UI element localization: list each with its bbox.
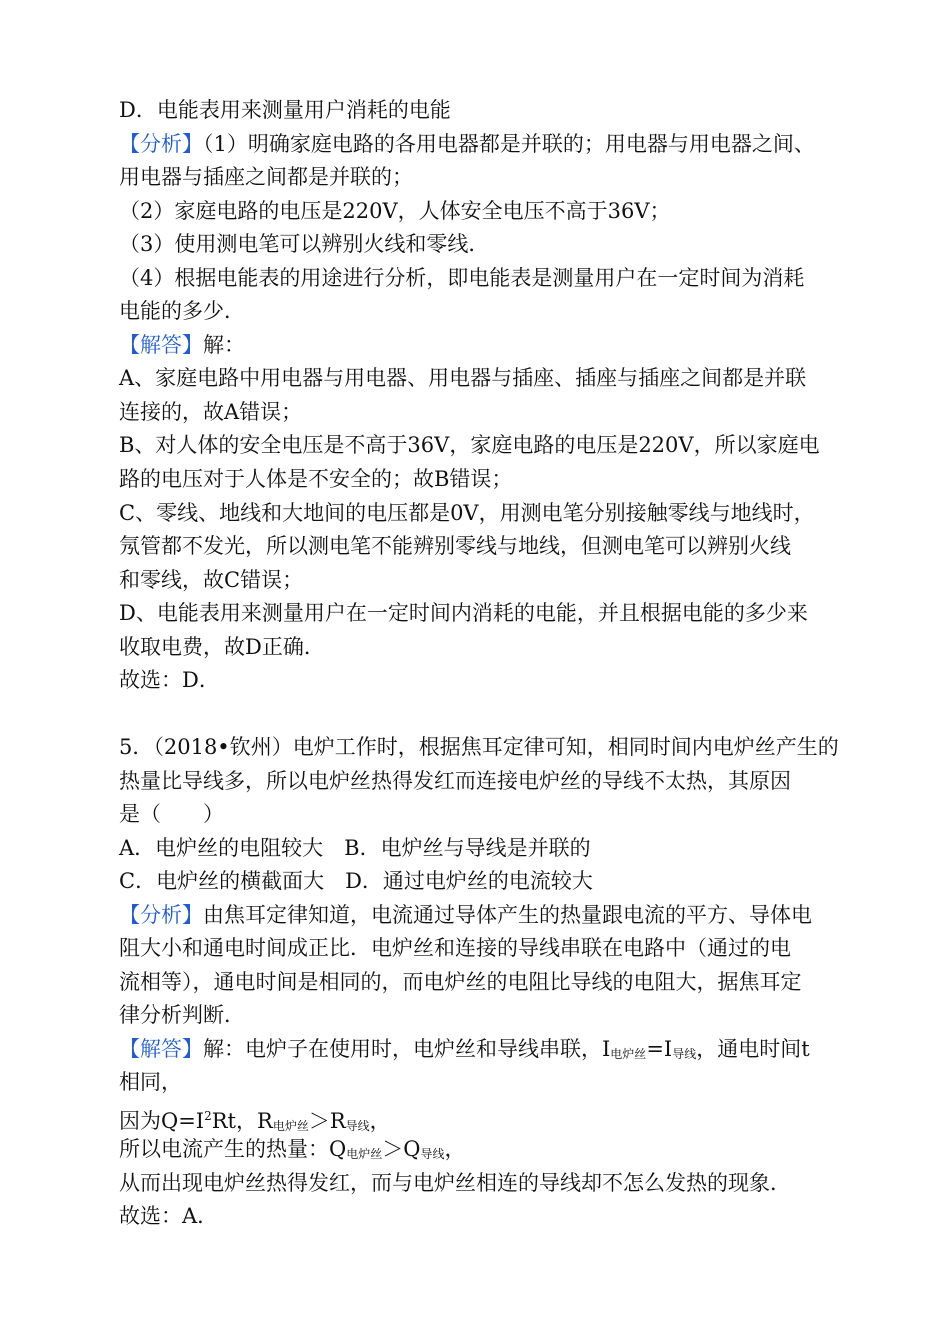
q5-analysis-line-2: 阻大小和通电时间成正比．电炉丝和连接的导线串联在电路中（通过的电 xyxy=(119,936,791,960)
q4-answer-c-3: 和零线，故C错误； xyxy=(119,568,304,592)
q4-answer-c-1: C、零线、地线和大地间的电压都是0V，用测电笔分别接触零线与地线时， xyxy=(119,501,815,525)
q4-answer-a-2: 连接的，故A错误； xyxy=(119,400,303,424)
q5-stem-1: 5．（2018•钦州）电炉工作时，根据焦耳定律可知，相同时间内电炉丝产生的 xyxy=(119,735,839,759)
answer-tag: 【解答】 xyxy=(119,333,203,357)
subscript-heater: 电炉丝 xyxy=(610,1047,647,1061)
q4-answer-heading xyxy=(119,329,245,362)
q5-stem-2: 热量比导线多，所以电炉丝热得发红而连接电炉丝的导线不太热，其原因 xyxy=(119,769,791,793)
q4-answer-b-2: 路的电压对于人体是不安全的；故B错误； xyxy=(119,467,513,491)
greater-than-q: ＞Q xyxy=(382,1137,421,1161)
q4-option-d: D．电能表用来测量用户消耗的电能 xyxy=(119,98,451,122)
q5-options-cd: C．电炉丝的横截面大 D．通过电炉丝的电流较大 xyxy=(119,869,593,893)
q4-analysis-line-4: （3）使用测电笔可以辨别火线和零线． xyxy=(119,232,490,256)
comma: ， xyxy=(444,1137,466,1161)
q4-answer-intro: 解： xyxy=(203,333,245,357)
q5-answer-line-5: 从而出现电炉丝热得发红，而与电炉丝相连的导线却不怎么发热的现象． xyxy=(119,1171,791,1195)
q4-answer-d-2: 收取电费，故D正确． xyxy=(119,635,325,659)
q5-stem-3: 是（ ） xyxy=(119,802,224,826)
q4-analysis-line-2: 用电器与插座之间都是并联的； xyxy=(119,165,413,189)
formula-start: 因为Q=I xyxy=(119,1109,205,1133)
comma: ， xyxy=(369,1109,391,1133)
q4-answer-c-2: 氖管都不发光，所以测电笔不能辨别零线与地线，但测电笔可以辨别火线 xyxy=(119,534,791,558)
q4-choice: 故选：D． xyxy=(119,668,220,692)
q4-answer-d-1: D、电能表用来测量用户在一定时间内消耗的电能，并且根据电能的多少来 xyxy=(119,601,808,625)
subscript-heater: 电炉丝 xyxy=(272,1119,309,1133)
q5-analysis-text: 由焦耳定律知道，电流通过导体产生的热量跟电流的平方、导体电 xyxy=(203,903,812,927)
heat-text: 所以电流产生的热量：Q xyxy=(119,1137,347,1161)
q5-choice: 故选：A． xyxy=(119,1204,219,1228)
superscript-2: 2 xyxy=(204,1109,212,1123)
subscript-wire: 导线 xyxy=(672,1047,697,1061)
q4-analysis-line-3: （2）家庭电路的电压是220V，人体安全电压不高于36V； xyxy=(119,199,671,223)
greater-than-r: ＞R xyxy=(308,1109,346,1133)
answer-tag: 【解答】 xyxy=(119,1037,203,1061)
q4-answer-b-1: B、对人体的安全电压是不高于36V，家庭电路的电压是220V，所以家庭电 xyxy=(119,433,820,457)
q5-options-ab: A．电炉丝的电阻较大 B．电炉丝与导线是并联的 xyxy=(119,836,591,860)
formula-mid: Rt，R xyxy=(211,1109,273,1133)
q5-answer-text: 解：电炉子在使用时，电炉丝和导线串联，I xyxy=(203,1037,611,1061)
subscript-wire: 导线 xyxy=(420,1147,445,1161)
q5-answer-line-2: 相同， xyxy=(119,1070,182,1094)
subscript-wire: 导线 xyxy=(345,1119,370,1133)
analysis-tag: 【分析】 xyxy=(119,903,203,927)
q5-analysis-line-3: 流相等），通电时间是相同的，而电炉丝的电阻比导线的电阻大，据焦耳定 xyxy=(119,970,802,994)
subscript-heater: 电炉丝 xyxy=(346,1147,383,1161)
q4-answer-a-1: A、家庭电路中用电器与用电器、用电器与插座、插座与插座之间都是并联 xyxy=(119,366,807,390)
q5-analysis-line-4: 律分析判断． xyxy=(119,1003,245,1027)
q4-analysis-line-5: （4）根据电能表的用途进行分析，即电能表是测量用户在一定时间为消耗 xyxy=(119,266,805,290)
q5-answer-line-1 xyxy=(119,1033,810,1066)
q4-analysis-line-6: 电能的多少． xyxy=(119,299,245,323)
q5-answer-text-tail: ，通电时间t xyxy=(696,1037,810,1061)
analysis-tag: 【分析】 xyxy=(119,132,203,156)
q5-answer-line-4 xyxy=(119,1133,465,1166)
q4-analysis-text: （1）明确家庭电路的各用电器都是并联的；用电器与用电器之间、 xyxy=(203,132,815,156)
q5-answer-line-3 xyxy=(119,1100,391,1133)
q4-analysis-line-1 xyxy=(119,128,815,161)
q5-analysis-line-1 xyxy=(119,899,812,932)
equals-i: =I xyxy=(646,1037,673,1061)
